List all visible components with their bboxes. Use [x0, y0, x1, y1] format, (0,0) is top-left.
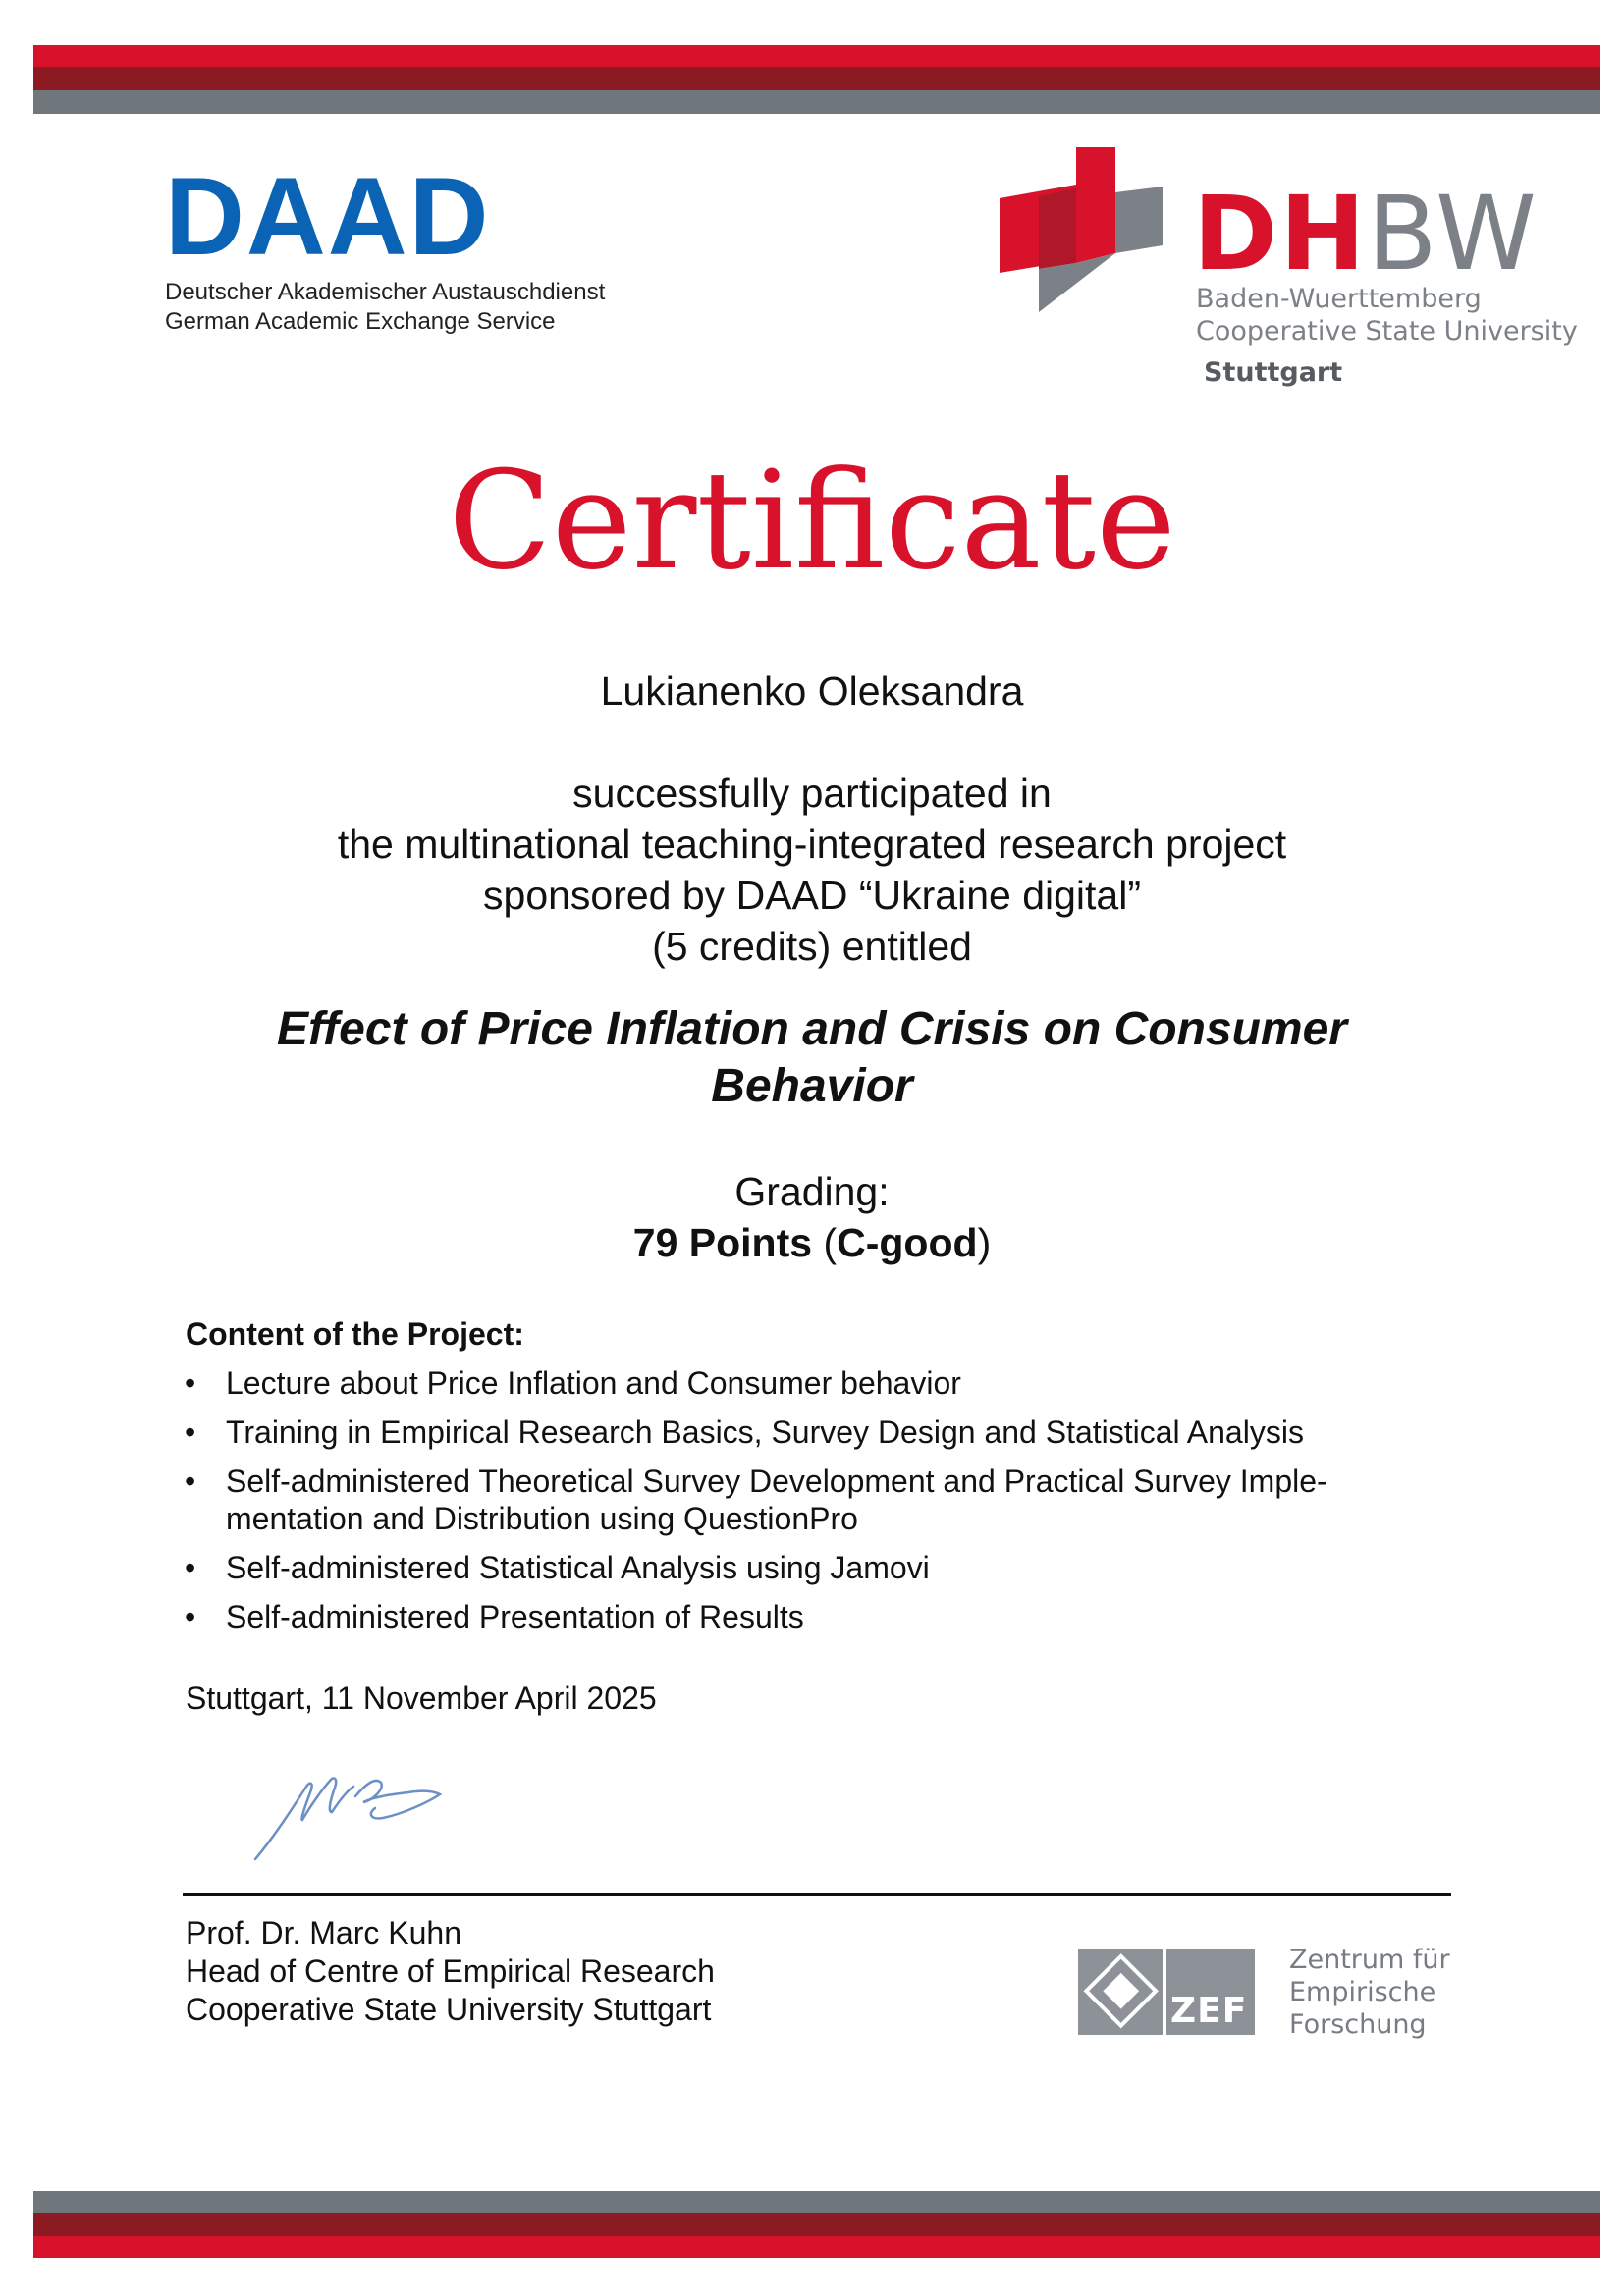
signatory-institution: Cooperative State University Stuttgart — [186, 1992, 712, 2027]
daad-wordmark: DAAD — [165, 155, 491, 278]
zef-abbr: ZEF — [1170, 1991, 1248, 2031]
zef-line2: Empirische — [1289, 1977, 1436, 2007]
certificate-title: Certificate — [448, 442, 1176, 600]
zef-line1: Zentrum für — [1289, 1945, 1450, 1975]
project-title-line-2: Behavior — [711, 1060, 913, 1112]
grade-points: 79 Points — [632, 1220, 813, 1265]
signatory-role: Head of Centre of Empirical Research — [186, 1953, 715, 1989]
signature-image — [245, 1757, 471, 1865]
dhbw-wordmark-red: DH — [1193, 174, 1368, 294]
grade-letter: C-good — [837, 1220, 978, 1265]
statement-line-1: successfully participated in — [572, 771, 1052, 816]
dhbw-line1: Baden-Wuerttemberg — [1196, 284, 1482, 314]
daad-logo — [165, 155, 606, 337]
zef-line3: Forschung — [1289, 2009, 1427, 2040]
grade-open-paren: ( — [812, 1220, 838, 1265]
list-item — [185, 1463, 1443, 1537]
grade-close-paren: ) — [977, 1220, 992, 1265]
statement-line-3: sponsored by DAAD “Ukraine digital” — [483, 873, 1141, 918]
list-item — [185, 1414, 1463, 1451]
recipient-name: Lukianenko Oleksandra — [600, 668, 1024, 714]
dhbw-line3: Stuttgart — [1204, 357, 1343, 388]
bullet: • — [185, 1599, 196, 1634]
list-item-text: Self-administered Presentation of Results — [226, 1599, 804, 1634]
statement-line-4: (5 credits) entitled — [652, 924, 972, 969]
statement-line-2: the multinational teaching-integrated research project — [337, 822, 1287, 867]
list-item-text: Training in Empirical Research Basics, Survey Design and Statistical Analysis — [226, 1415, 1304, 1450]
list-item — [185, 1598, 1463, 1635]
bullet: • — [185, 1464, 196, 1499]
signatory-block — [186, 1914, 715, 2029]
list-item — [185, 1364, 1463, 1402]
list-item-text: Lecture about Price Inflation and Consumer behavior — [226, 1365, 961, 1401]
bullet: • — [185, 1550, 196, 1585]
content-heading: Content of the Project: — [186, 1316, 524, 1352]
bullet: • — [185, 1415, 196, 1450]
content-list — [185, 1364, 1463, 1647]
list-item — [185, 1549, 1463, 1586]
dhbw-wordmark-gray: BW — [1367, 174, 1539, 294]
grading-label: Grading: — [734, 1169, 890, 1214]
dhbw-line2: Cooperative State University — [1196, 316, 1578, 347]
signatory-name: Prof. Dr. Marc Kuhn — [186, 1915, 461, 1950]
grade-value — [0, 1217, 1624, 1268]
dhbw-emblem-icon — [1000, 147, 1166, 314]
bullet: • — [185, 1365, 196, 1401]
daad-line2: German Academic Exchange Service — [165, 308, 556, 335]
signature-line — [183, 1893, 1451, 1896]
daad-line1: Deutscher Akademischer Austauschdienst — [165, 279, 606, 305]
dhbw-wordmark — [1193, 174, 1539, 294]
project-title-line-1: Effect of Price Inflation and Crisis on Consumer — [277, 1003, 1347, 1055]
list-item-text: Self-administered Theoretical Survey Development and Practical Survey Imple-mentation and Distribution using QuestionPro — [226, 1464, 1327, 1536]
place-date: Stuttgart, 11 November April 2025 — [186, 1681, 657, 1716]
list-item-text: Self-administered Statistical Analysis using Jamovi — [226, 1550, 930, 1585]
